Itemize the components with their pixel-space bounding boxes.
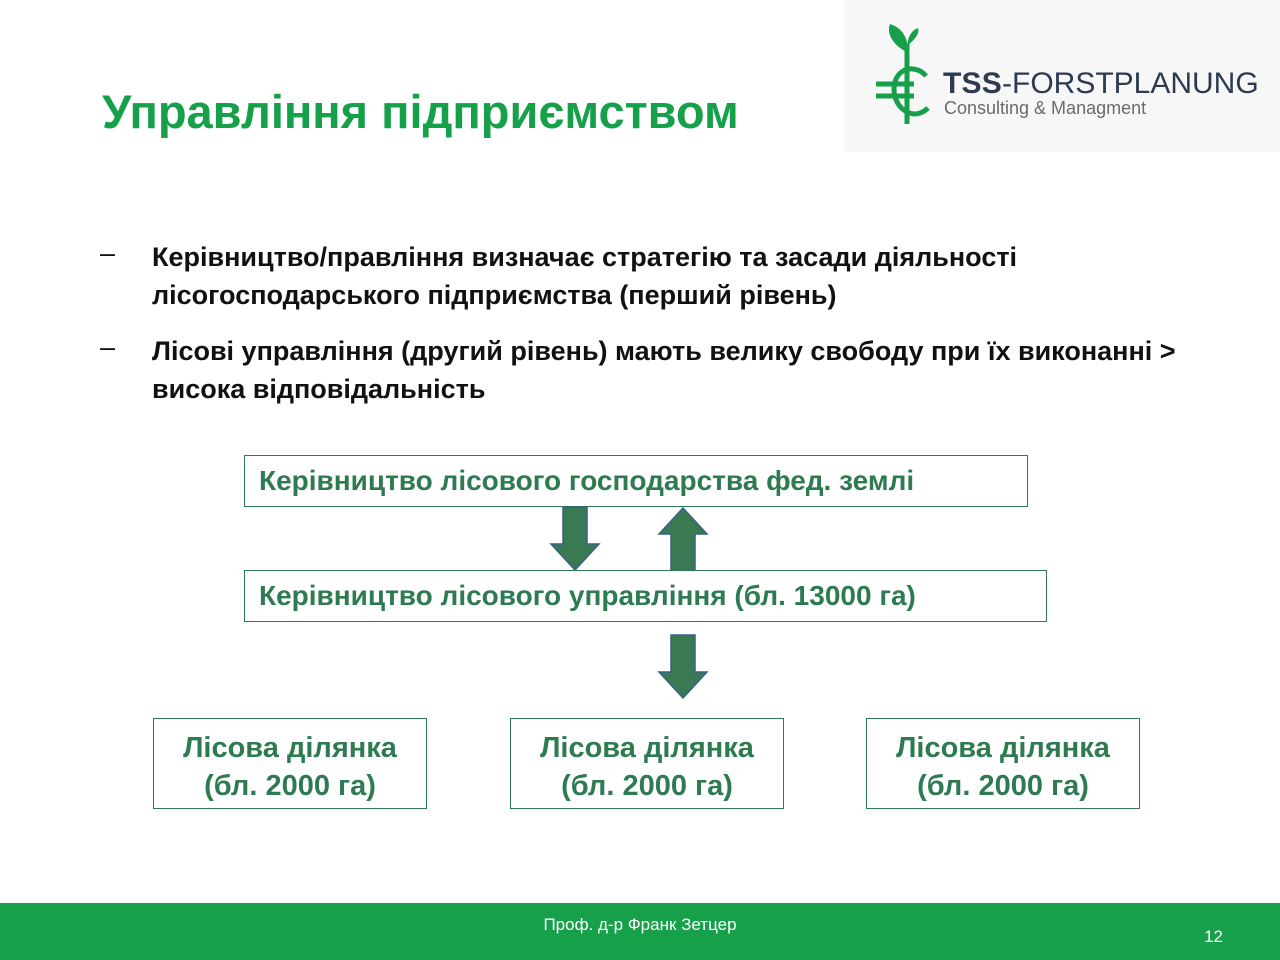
forest-plot-title: Лісова ділянка — [183, 732, 397, 764]
forest-plot-area: (бл. 2000 га) — [561, 770, 733, 802]
bullet-marker: – — [100, 332, 116, 362]
forest-plot-title: Лісова ділянка — [540, 732, 754, 764]
arrow-down-icon — [549, 506, 601, 572]
footer-bar — [0, 903, 1280, 960]
bullet-item — [100, 332, 1210, 408]
forest-plot-area: (бл. 2000 га) — [917, 770, 1089, 802]
bullet-marker: – — [100, 238, 116, 268]
bullet-list — [100, 238, 1210, 426]
arrow-down-icon — [657, 634, 709, 700]
page-number: 12 — [1204, 927, 1223, 946]
forest-plot-area: (бл. 2000 га) — [204, 770, 376, 802]
forest-plot-box — [866, 718, 1140, 809]
bullet-item — [100, 238, 1210, 314]
logo-tagline: Consulting & Managment — [944, 98, 1147, 118]
forest-plot-title: Лісова ділянка — [896, 732, 1110, 764]
forest-plot-box — [510, 718, 784, 809]
footer-author: Проф. д-р Франк Зетцер — [543, 915, 737, 934]
forest-plot-box — [153, 718, 427, 809]
logo-brand-bold: TSS — [943, 67, 1002, 100]
arrow-up-icon — [657, 506, 709, 572]
federal-forestry-management-box: Керівництво лісового господарства фед. землі — [244, 455, 1028, 507]
slide-title: Управління підприємством — [102, 85, 739, 138]
sprout-euro-icon — [874, 24, 940, 124]
forest-office-management-box: Керівництво лісового управління (бл. 13000 га) — [244, 570, 1047, 622]
bullet-text: Лісові управління (другий рівень) мають велику свободу при їх виконанні > висока відповідальність — [152, 336, 1176, 404]
logo-brand-rest: -FORSTPLANUNG — [1002, 67, 1259, 100]
bullet-text: Керівництво/правління визначає стратегію та засади діяльності лісогосподарського підприємства (перший рівень) — [152, 242, 1018, 310]
company-logo — [844, 0, 1280, 152]
